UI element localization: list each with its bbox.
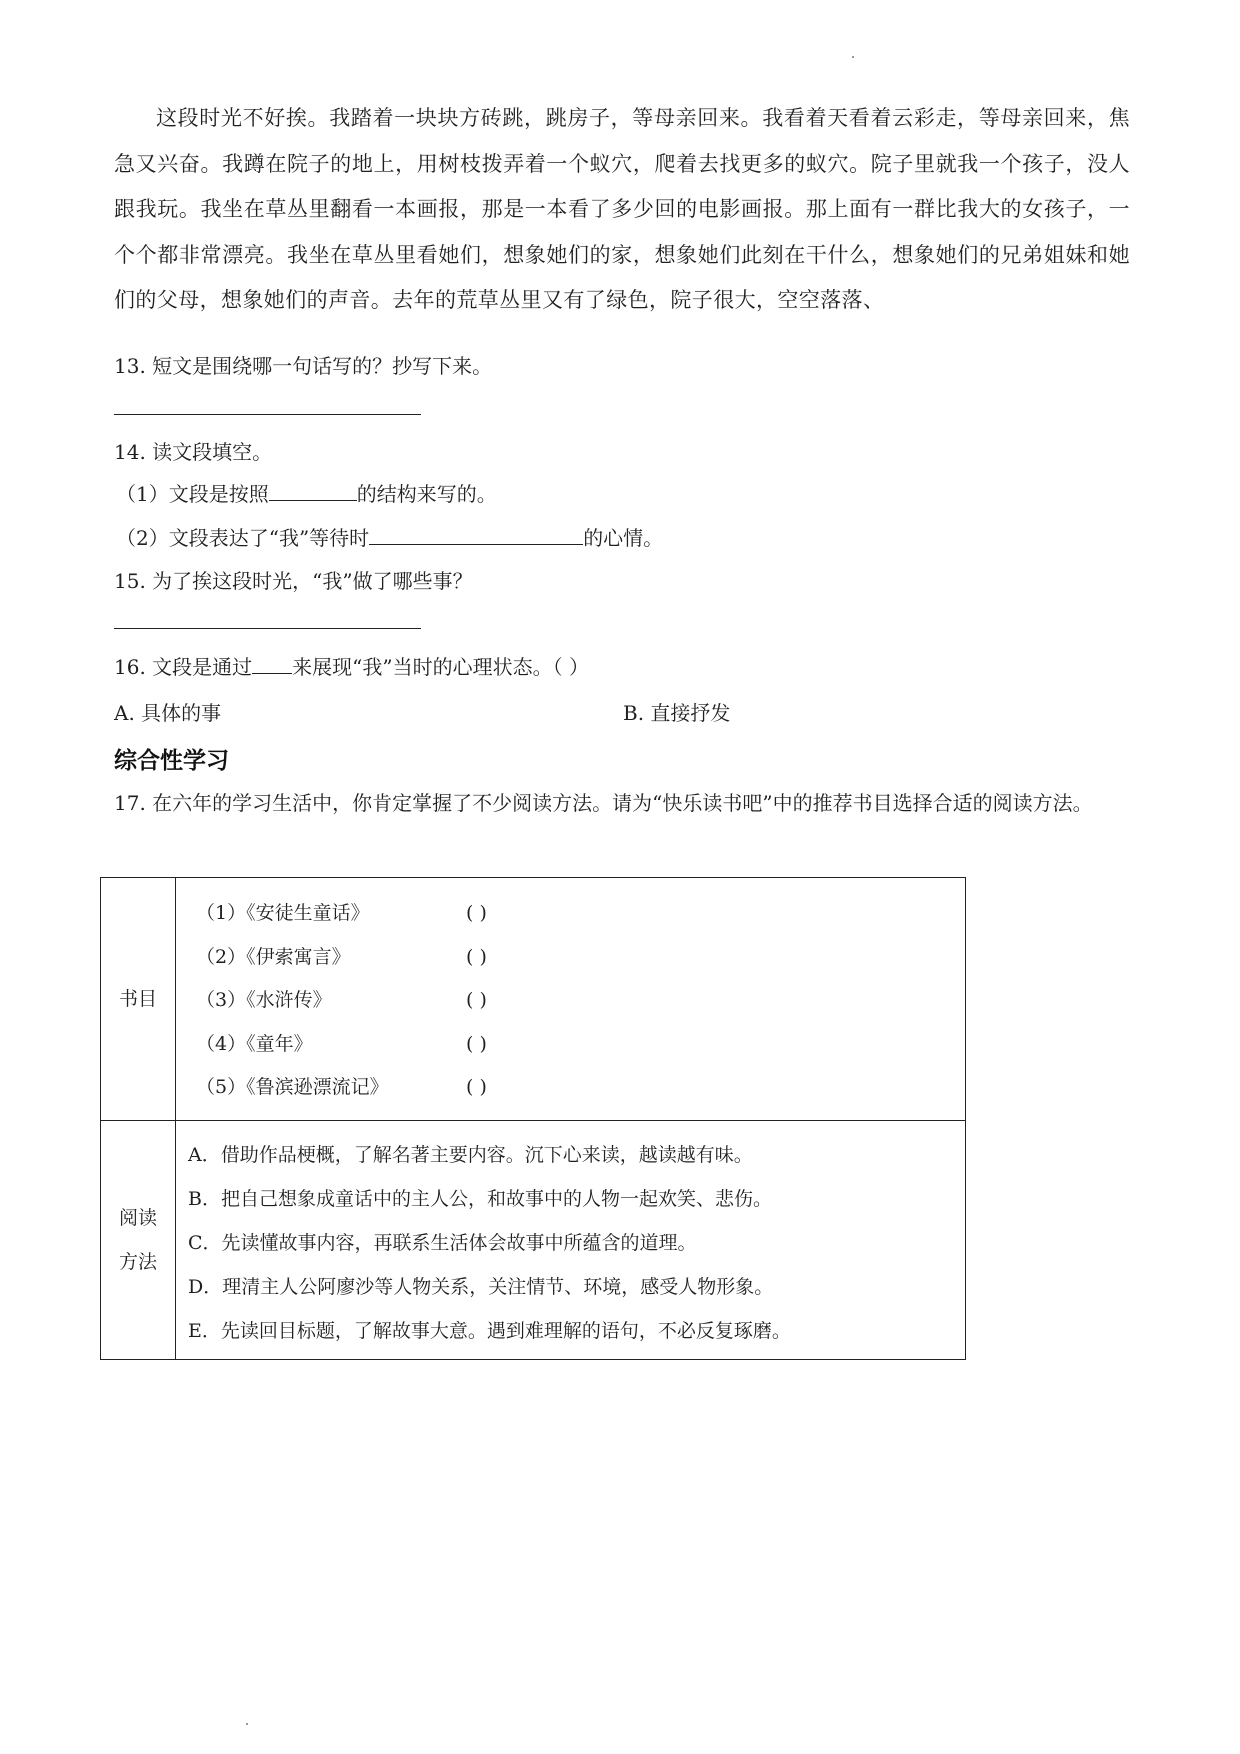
answer-paren[interactable]: ( ) — [466, 945, 487, 968]
method-option: B．把自己想象成童话中的主人公，和故事中的人物一起欢笑、悲伤。 — [188, 1188, 772, 1210]
answer-line-15[interactable] — [114, 628, 421, 629]
section-title: 综合性学习 — [114, 748, 229, 774]
method-option: C．先读懂故事内容，再联系生活体会故事中所蕴含的道理。 — [188, 1232, 697, 1254]
book-title: （4）《童年》 — [196, 1032, 313, 1055]
book-row — [196, 979, 965, 1023]
option-a[interactable]: A. 具体的事 — [114, 701, 222, 725]
book-title: （5）《鲁滨逊漂流记》 — [196, 1076, 389, 1099]
book-row — [196, 892, 965, 936]
answer-paren[interactable]: ( ) — [466, 1032, 487, 1055]
methods-header-line-1: 阅读 — [118, 1207, 157, 1229]
answer-paren[interactable]: ( ) — [466, 989, 487, 1012]
q14-sub1-before: （1）文段是按照 — [116, 482, 269, 506]
methods-header — [101, 1121, 176, 1360]
fill-blank-feeling[interactable] — [369, 526, 583, 545]
q14-sub1-after: 的结构来写的。 — [356, 482, 497, 506]
methods-cell — [176, 1121, 966, 1360]
question-16 — [114, 651, 589, 680]
book-title: （1）《安徒生童话》 — [196, 902, 370, 925]
books-header: 书目 — [101, 878, 176, 1121]
table-row-methods — [101, 1121, 966, 1360]
book-title: （2）《伊索寓言》 — [196, 945, 351, 968]
option-b[interactable]: B. 直接抒发 — [623, 701, 731, 725]
question-14: 14. 读文段填空。 — [114, 440, 273, 464]
q16-after: 来展现“我”当时的心理状态。（ ） — [292, 655, 589, 679]
method-option: A．借助作品梗概，了解名著主要内容。沉下心来读，越读越有味。 — [188, 1144, 753, 1166]
q14-sub2-before: （2）文段表达了“我”等待时 — [116, 526, 370, 550]
answer-paren[interactable]: ( ) — [466, 1076, 487, 1099]
table-row-books — [101, 878, 966, 1121]
question-15: 15. 为了挨这段时光，“我”做了哪些事？ — [114, 569, 473, 593]
answer-paren[interactable]: ( ) — [466, 902, 487, 925]
method-option: E．先读回目标题，了解故事大意。遇到难理解的语句，不必反复琢磨。 — [188, 1320, 791, 1342]
scan-speck — [852, 56, 854, 58]
book-title: （3）《水浒传》 — [196, 989, 332, 1012]
methods-header-line-2: 方法 — [118, 1251, 157, 1273]
q16-before: 16. 文段是通过 — [114, 655, 253, 679]
reading-methods-table — [100, 877, 966, 1360]
book-row — [196, 1023, 965, 1067]
question-14-part-1 — [116, 478, 497, 507]
book-row — [196, 936, 965, 980]
scan-speck — [246, 1723, 248, 1725]
method-option: D．理清主人公阿廖沙等人物关系，关注情节、环境，感受人物形象。 — [188, 1276, 774, 1298]
reading-passage: 这段时光不好挨。我踏着一块块方砖跳，跳房子，等母亲回来。我看着天看着云彩走，等母亲回来，焦急又兴奋。我蹲在院子的地上，用树枝拨弄着一个蚁穴，爬着去找更多的蚁穴。院子里就我一个孩子，没人跟我玩。我坐在草丛里翻看一本画报，那是一本看了多少回的电影画报。那上面有一群比我大的女孩子，一个个都非常漂亮。我坐在草丛里看她们，想象她们的家，想象她们此刻在干什么，想象她们的兄弟姐妹和她们的父母，想象她们的声音。去年的荒草丛里又有了绿色，院子很大，空空落落、 — [114, 106, 1130, 313]
question-13: 13. 短文是围绕哪一句话写的？抄写下来。 — [114, 354, 493, 378]
books-cell — [176, 878, 966, 1121]
fill-blank-method[interactable] — [252, 655, 292, 674]
answer-line-13[interactable] — [114, 414, 421, 415]
book-row — [196, 1066, 965, 1110]
q14-sub2-after: 的心情。 — [583, 526, 664, 550]
question-17: 17. 在六年的学习生活中，你肯定掌握了不少阅读方法。请为“快乐读书吧”中的推荐书目选择合适的阅读方法。 — [114, 791, 1093, 815]
fill-blank-structure[interactable] — [269, 482, 357, 501]
question-14-part-2 — [116, 522, 663, 551]
